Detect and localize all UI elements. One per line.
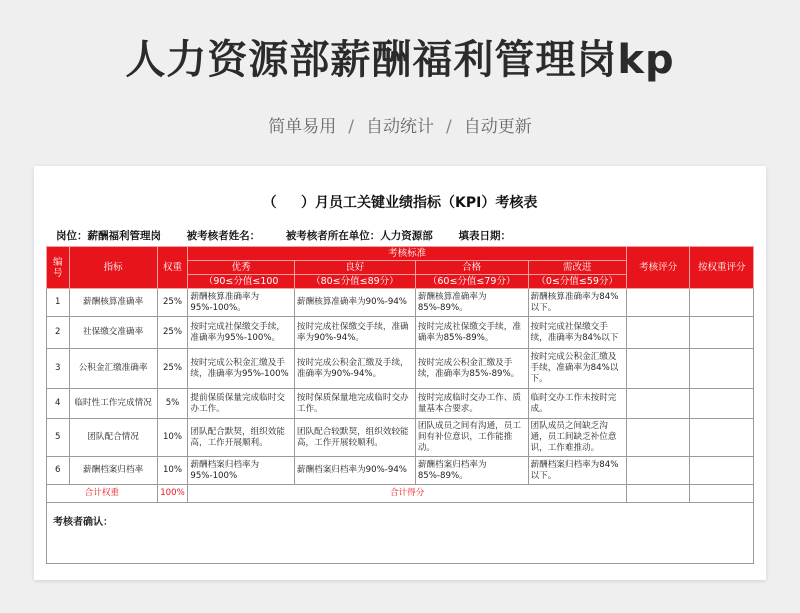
cell-pass: 按时完成公积金汇缴及手续，准确率为85%-89%。	[415, 349, 528, 389]
cell-weight: 10%	[157, 419, 188, 457]
cell-weighted-score[interactable]	[690, 419, 754, 457]
header-indicator: 指标	[69, 247, 157, 289]
cell-score[interactable]	[626, 457, 690, 485]
cell-weight: 25%	[157, 289, 188, 317]
cell-improve: 临时交办工作未按时完成。	[528, 389, 626, 419]
cell-weight: 5%	[157, 389, 188, 419]
total-weight-value: 100%	[157, 485, 188, 503]
cell-score[interactable]	[626, 389, 690, 419]
header-range-pass: （60≤分值≤79分）	[415, 275, 528, 289]
table-row	[47, 389, 754, 419]
total-score-label: 合计得分	[188, 485, 627, 503]
info-post: 岗位：薪酬福利管理岗	[56, 230, 161, 242]
cell-weight: 25%	[157, 317, 188, 349]
cell-pass: 按时完成社保缴交手续，准确率为85%-89%。	[415, 317, 528, 349]
cell-improve: 按时完成社保缴交手续，准确率为84%以下	[528, 317, 626, 349]
hero-title: 人力资源部薪酬福利管理岗kp	[125, 37, 675, 83]
confirm-label: 考核者确认：	[47, 503, 754, 564]
table-row	[47, 317, 754, 349]
header-range-improve: （0≤分值≤59分）	[528, 275, 626, 289]
header-score: 考核评分	[626, 247, 690, 289]
cell-good: 按时保质保量地完成临时交办工作。	[294, 389, 415, 419]
cell-score[interactable]	[626, 317, 690, 349]
cell-weighted-score[interactable]	[690, 289, 754, 317]
cell-weight: 25%	[157, 349, 188, 389]
table-row	[47, 419, 754, 457]
cell-good: 团队配合较默契，组织效较能高，工作开展较顺利。	[294, 419, 415, 457]
doc-title: （ ）月员工关键业绩指标（KPI）考核表	[262, 195, 538, 211]
header-weighted-score: 按权重评分	[690, 247, 754, 289]
header-range-good: （80≤分值≤89分）	[294, 275, 415, 289]
total-weighted-score-cell[interactable]	[690, 485, 754, 503]
cell-no: 5	[47, 419, 70, 457]
table-row	[47, 457, 754, 485]
hero-separator: /	[446, 117, 452, 137]
hero-separator: /	[348, 117, 354, 137]
cell-indicator: 社保缴交准确率	[69, 317, 157, 349]
cell-improve: 薪酬档案归档率为84%以下。	[528, 457, 626, 485]
cell-improve: 薪酬核算准确率为84%以下。	[528, 289, 626, 317]
header-level-excellent: 优秀	[188, 261, 295, 275]
header-level-good: 良好	[294, 261, 415, 275]
cell-weight: 10%	[157, 457, 188, 485]
cell-no: 3	[47, 349, 70, 389]
hero-sub-item: 简单易用	[268, 117, 337, 137]
cell-weighted-score[interactable]	[690, 349, 754, 389]
cell-indicator: 薪酬核算准确率	[69, 289, 157, 317]
cell-improve: 按时完成公积金汇缴及手续，准确率为84%以下。	[528, 349, 626, 389]
header-standard: 考核标准	[188, 247, 627, 261]
hero-subtitle	[0, 112, 800, 137]
cell-pass: 按时完成临时交办工作、质量基本合要求。	[415, 389, 528, 419]
kpi-table	[46, 246, 754, 564]
cell-no: 6	[47, 457, 70, 485]
cell-indicator: 临时性工作完成情况	[69, 389, 157, 419]
cell-score[interactable]	[626, 289, 690, 317]
cell-excellent: 按时完成社保缴交手续，准确率为95%-100%。	[188, 317, 295, 349]
cell-score[interactable]	[626, 349, 690, 389]
cell-pass: 薪酬档案归档率为85%-89%。	[415, 457, 528, 485]
total-row	[47, 485, 754, 503]
cell-weighted-score[interactable]	[690, 317, 754, 349]
cell-excellent: 按时完成公积金汇缴及手续，准确率为95%-100%	[188, 349, 295, 389]
info-unit: 被考核者所在单位：人力资源部	[285, 230, 433, 242]
info-row	[56, 228, 533, 243]
cell-good: 按时完成社保缴交手续，准确率为90%-94%。	[294, 317, 415, 349]
cell-no: 2	[47, 317, 70, 349]
cell-no: 4	[47, 389, 70, 419]
hero-sub-item: 自动统计	[366, 117, 434, 137]
cell-weighted-score[interactable]	[690, 389, 754, 419]
cell-good: 薪酬核算准确率为90%-94%	[294, 289, 415, 317]
header-weight: 权重	[157, 247, 188, 289]
cell-excellent: 薪酬档案归档率为95%-100%	[188, 457, 295, 485]
header-level-improve: 需改进	[528, 261, 626, 275]
cell-indicator: 公积金汇缴准确率	[69, 349, 157, 389]
cell-good: 薪酬档案归档率为90%-94%	[294, 457, 415, 485]
hero-sub-item: 自动更新	[463, 117, 532, 137]
total-score-cell[interactable]	[626, 485, 690, 503]
cell-pass: 团队成员之间有沟通，员工间有补位意识，工作能推动。	[415, 419, 528, 457]
cell-score[interactable]	[626, 419, 690, 457]
cell-indicator: 薪酬档案归档率	[69, 457, 157, 485]
cell-excellent: 提前保质保量完成临时交办工作。	[188, 389, 295, 419]
cell-indicator: 团队配合情况	[69, 419, 157, 457]
cell-good: 按时完成公积金汇缴及手续，准确率为90%-94%。	[294, 349, 415, 389]
total-weight-label: 合计权重	[47, 485, 158, 503]
table-row	[47, 289, 754, 317]
header-level-pass: 合格	[415, 261, 528, 275]
confirm-row	[47, 503, 754, 564]
cell-excellent: 薪酬核算准确率为95%-100%。	[188, 289, 295, 317]
cell-pass: 薪酬核算准确率为85%-89%。	[415, 289, 528, 317]
table-row	[47, 349, 754, 389]
cell-no: 1	[47, 289, 70, 317]
kpi-sheet-card	[34, 166, 766, 580]
cell-improve: 团队成员之间缺乏沟通，员工间缺乏补位意识，工作难推动。	[528, 419, 626, 457]
header-range-excellent: （90≤分值≤100	[188, 275, 295, 289]
header-no: 编号	[47, 247, 70, 289]
info-assessee: 被考核者姓名：	[186, 230, 261, 242]
info-date: 填表日期：	[458, 230, 511, 242]
cell-weighted-score[interactable]	[690, 457, 754, 485]
cell-excellent: 团队配合默契，组织效能高，工作开展顺利。	[188, 419, 295, 457]
